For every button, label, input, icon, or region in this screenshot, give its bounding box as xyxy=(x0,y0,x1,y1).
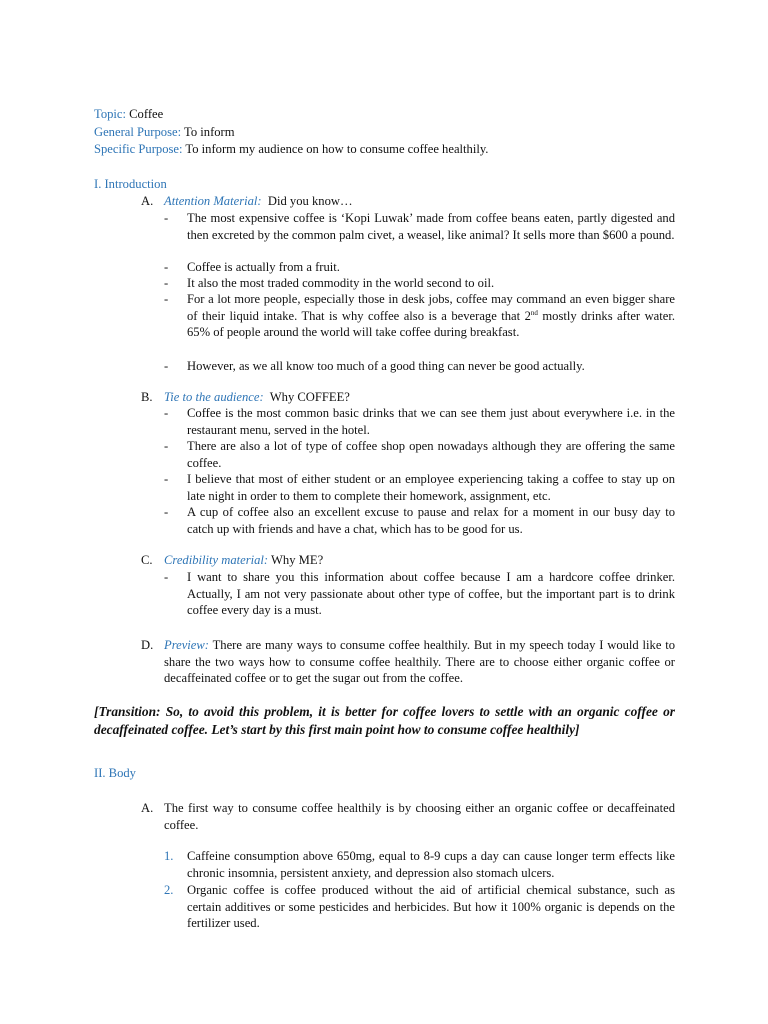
general-purpose-label: General Purpose: xyxy=(94,125,182,139)
credibility-line xyxy=(164,552,323,569)
list-item xyxy=(164,471,675,504)
tie-to-audience-line xyxy=(164,389,350,406)
list-item-text: There are also a lot of type of coffee shop open nowadays although they are offering the same coffee. xyxy=(187,439,675,470)
general-purpose-value: To inform xyxy=(184,125,235,139)
tie-to-audience-label: Tie to the audience: xyxy=(164,390,264,404)
attention-material-text: Did you know… xyxy=(267,194,353,208)
attention-material-line xyxy=(164,193,353,210)
list-item-text: However, as we all know too much of a good thing can never be good actually. xyxy=(187,359,585,373)
dash-bullet: - xyxy=(164,439,169,453)
list-item-text: The most expensive coffee is ‘Kopi Luwak’ made from coffee beans eaten, partly digested and then excreted by the common palm civet, a weasel, like animal? It sells more than $600 a pound. xyxy=(187,211,675,242)
list-item-text-part: mostly drinks after water. 65% of people around the world will take coffee during breakfast. xyxy=(187,308,675,340)
list-item xyxy=(164,504,675,537)
topic-label: Topic: xyxy=(94,107,126,121)
preview-text: There are many ways to consume coffee healthily. But in my speech today I would like to share the two ways how to consume coffee healthily. There are to choose either organic coffee or decaffeinated coffee or to get the sugar out from the coffee. xyxy=(164,638,676,686)
specific-purpose-label: Specific Purpose: xyxy=(94,142,183,156)
topic-value: Coffee xyxy=(129,107,164,121)
dash-bullet: - xyxy=(164,359,169,373)
dash-bullet: - xyxy=(164,276,169,290)
dash-bullet: - xyxy=(164,211,169,225)
topic-line xyxy=(94,106,163,123)
item-number: 2. xyxy=(164,883,174,897)
transition-statement: [Transition: So, to avoid this problem, it is better for coffee lovers to settle with an organic coffee or decaffeinated coffee. Let’s start by this first main point how to consume coffee healthily] xyxy=(94,704,675,737)
numbered-item-text: Caffeine consumption above 650mg, equal to 8-9 cups a day can cause longer term effects like chronic insomnia, persistent anxiety, and depression also stomach ulcers. xyxy=(187,849,675,880)
list-item xyxy=(164,438,675,471)
list-item xyxy=(164,275,675,292)
general-purpose-line xyxy=(94,124,235,141)
credibility-label: Credibility material: xyxy=(164,553,269,567)
list-item-text: A cup of coffee also an excellent excuse to pause and relax for a moment in our busy day to catch up with friends and have a chat, which has to be good for us. xyxy=(187,505,675,536)
list-item-text: I believe that most of either student or an employee experiencing taking a coffee to stay up on late night in order to them to complete their homework, assignment, etc. xyxy=(187,472,675,503)
list-item-text xyxy=(187,291,675,341)
list-item xyxy=(164,405,675,438)
list-item xyxy=(164,291,675,341)
dash-bullet: - xyxy=(164,406,169,420)
dash-bullet: - xyxy=(164,570,169,584)
list-item-text: I want to share you this information about coffee because I am a hardcore coffee drinker. Actually, I am not very passionate about other type of coffee, but the important part is to drink coffee every day is a must. xyxy=(187,570,675,618)
body-a-letter: A. xyxy=(141,801,154,815)
intro-c-letter: C. xyxy=(141,553,153,567)
intro-a-letter: A. xyxy=(141,194,154,208)
superscript: nd xyxy=(530,308,538,317)
intro-b-letter: B. xyxy=(141,390,153,404)
intro-d-letter: D. xyxy=(141,638,154,652)
list-item-text: Coffee is actually from a fruit. xyxy=(187,260,340,274)
list-item xyxy=(164,358,675,375)
item-number: 1. xyxy=(164,849,174,863)
list-item xyxy=(164,210,675,243)
preview-paragraph xyxy=(164,637,675,687)
list-item-text: It also the most traded commodity in the world second to oil. xyxy=(187,276,495,290)
list-item-text: Coffee is the most common basic drinks that we can see them just about everywhere i.e. in the restaurant menu, served in the hotel. xyxy=(187,406,675,437)
specific-purpose-value: To inform my audience on how to consume coffee healthily. xyxy=(185,142,489,156)
introduction-heading: I. Introduction xyxy=(94,177,167,191)
tie-to-audience-text: Why COFFEE? xyxy=(269,390,350,404)
body-heading: II. Body xyxy=(94,766,136,780)
dash-bullet: - xyxy=(164,505,169,519)
list-item xyxy=(164,259,675,276)
dash-bullet: - xyxy=(164,260,169,274)
attention-material-label: Attention Material: xyxy=(164,194,262,208)
numbered-item xyxy=(164,882,675,932)
specific-purpose-line xyxy=(94,141,488,158)
body-a-paragraph: The first way to consume coffee healthily is by choosing either an organic coffee or decaffeinated coffee. xyxy=(164,801,675,832)
credibility-text: Why ME? xyxy=(271,553,324,567)
dash-bullet: - xyxy=(164,292,169,306)
preview-label: Preview: xyxy=(164,638,209,652)
numbered-item-text: Organic coffee is coffee produced without the aid of artificial chemical substance, such as certain additives or some pesticides and herbicides. But how it 100% organic is depends on the fertilizer used. xyxy=(187,883,675,931)
numbered-item xyxy=(164,848,675,881)
list-item xyxy=(164,569,675,619)
dash-bullet: - xyxy=(164,472,169,486)
list-item-text-part: For a lot more people, especially those in desk jobs, coffee may command an even bigger share of their liquid intake. That is why coffee also is a beverage that 2 xyxy=(187,292,675,323)
